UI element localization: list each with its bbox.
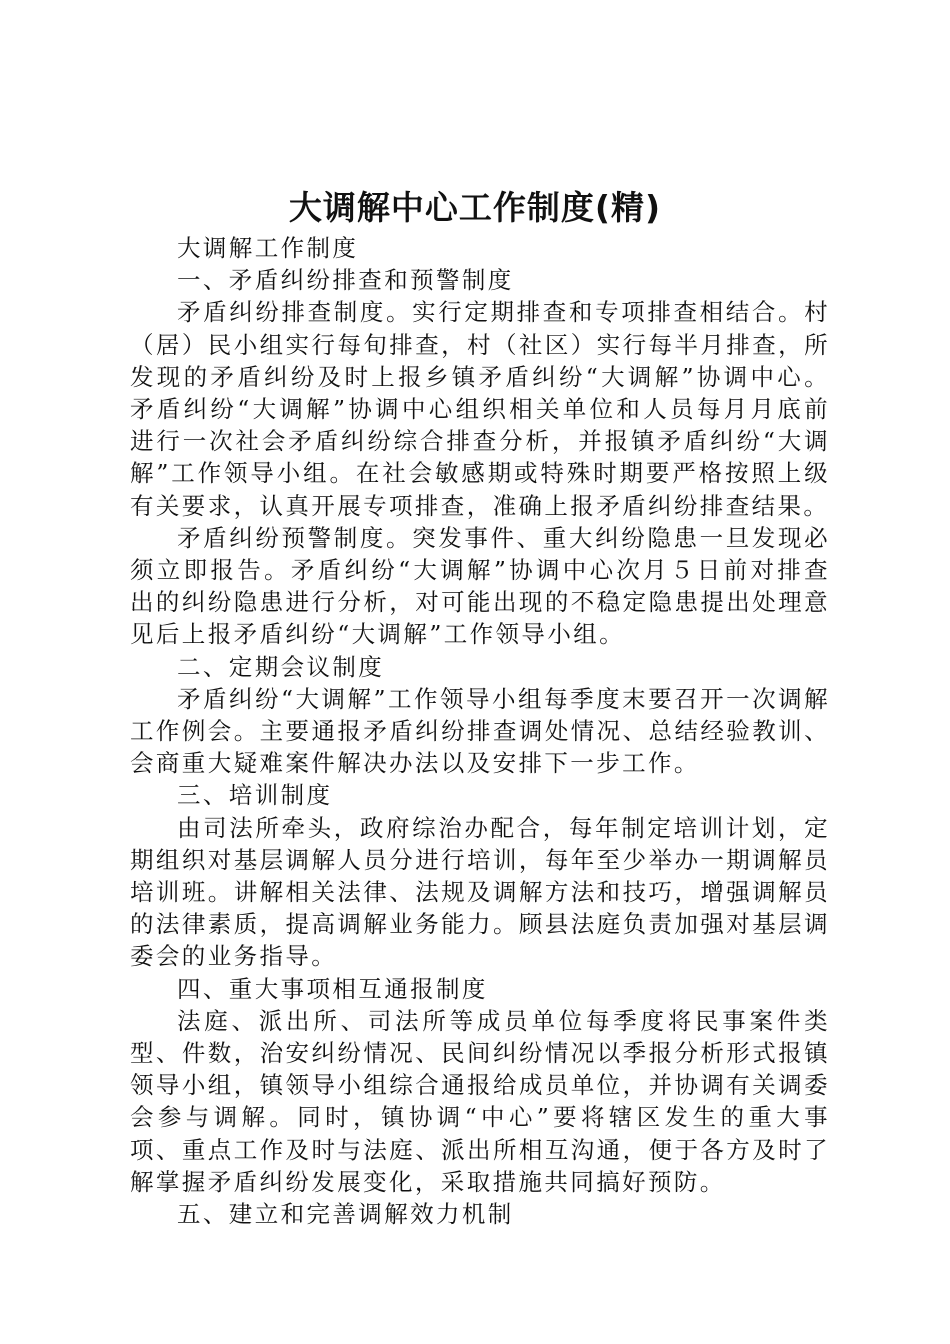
section-heading-2: 二、定期会议制度 [177,652,385,681]
paragraph: 矛盾纠纷“大调解”工作领导小组每季度末要召开一次调解工作例会。主要通报矛盾纠纷排查调处情况、总结经验教训、会商重大疑难案件解决办法以及安排下一步工作。 [130,684,830,778]
document-title: 大调解中心工作制度(精) [288,188,662,227]
paragraph-subtitle: 大调解工作制度 [177,234,359,262]
paragraph: 矛盾纠纷预警制度。突发事件、重大纠纷隐患一旦发现必须立即报告。矛盾纠纷“大调解”协调中心次月５日前对排查出的纠纷隐患进行分析，对可能出现的不稳定隐患提出处理意见后上报矛盾纠纷“大调解”工作领导小组。 [130,523,830,649]
document-body [130,232,830,1230]
section-heading-1: 一、矛盾纠纷排查和预警制度 [177,266,514,295]
section-heading-5: 五、建立和完善调解效力机制 [177,1200,514,1229]
section-heading-4: 四、重大事项相互通报制度 [177,974,488,1003]
paragraph: 由司法所牵头，政府综治办配合，每年制定培训计划，定期组织对基层调解人员分进行培训，每年至少举办一期调解员培训班。讲解相关法律、法规及调解方法和技巧，增强调解员的法律素质，提高调解业务能力。顾县法庭负责加强对基层调委会的业务指导。 [130,813,830,971]
paragraph: 矛盾纠纷排查制度。实行定期排查和专项排查相结合。村（居）民小组实行每旬排查，村（社区）实行每半月排查，所发现的矛盾纠纷及时上报乡镇矛盾纠纷“大调解”协调中心。矛盾纠纷“大调解”协调中心组织相关单位和人员每月月底前进行一次社会矛盾纠纷综合排查分析，并报镇矛盾纠纷“大调解”工作领导小组。在社会敏感期或特殊时期要严格按照上级有关要求，认真开展专项排查，准确上报矛盾纠纷排查结果。 [130,298,830,520]
paragraph: 法庭、派出所、司法所等成员单位每季度将民事案件类型、件数，治安纠纷情况、民间纠纷情况以季报分析形式报镇领导小组，镇领导小组综合通报给成员单位，并协调有关调委会参与调解。同时，镇协调“中心”要将辖区发生的重大事项、重点工作及时与法庭、派出所相互沟通，便于各方及时了解掌握矛盾纠纷发展变化，采取措施共同搞好预防。 [130,1006,830,1196]
section-heading-3: 三、培训制度 [177,781,333,810]
